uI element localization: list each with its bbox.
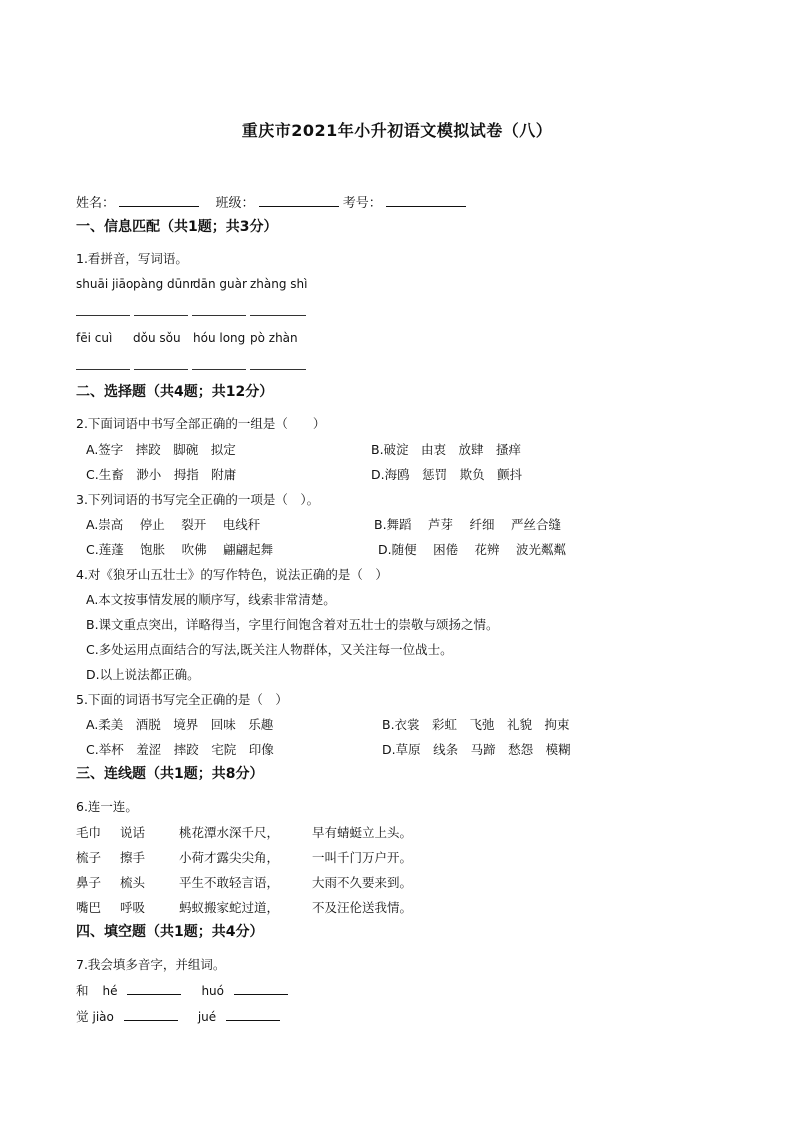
class-field[interactable]	[259, 192, 339, 207]
q6-stem: 6.连一连。	[76, 799, 138, 814]
q4-option-b[interactable]: B.课文重点突出，详略得当，字里行间饱含着对五壮士的崇敬与颂扬之情。	[86, 617, 499, 632]
q5-option-a[interactable]: A.柔美 酒脱 境界 回味 乐趣	[86, 717, 274, 732]
q7-pinyin-huo: huó	[201, 984, 224, 998]
q2-option-a[interactable]: A.签字 摔跤 脚碗 拟定	[86, 442, 236, 457]
q6-col1-item[interactable]: 毛巾	[76, 825, 102, 840]
q5-stem: 5.下面的词语书写完全正确的是（ ）	[76, 692, 288, 707]
q1-answer-line[interactable]	[76, 315, 130, 316]
q1-pinyin-8: pò zhàn	[250, 331, 298, 345]
exam-no-field[interactable]	[386, 192, 466, 207]
q1-pinyin-6: dǒu sǒu	[133, 331, 181, 345]
q2-option-d[interactable]: D.海鸥 惩罚 欺负 颤抖	[371, 467, 523, 482]
q3-stem: 3.下列词语的书写完全正确的一项是（ ）。	[76, 492, 320, 507]
q4-option-d[interactable]: D.以上说法都正确。	[86, 667, 200, 682]
q1-pinyin-2: pàng dūnr	[133, 277, 195, 291]
q5-option-b[interactable]: B.衣裳 彩虹 飞弛 礼貌 拘束	[382, 717, 570, 732]
q2-option-b[interactable]: B.破淀 由衷 放肆 搔痒	[371, 442, 522, 457]
q7-pinyin-jiao: jiào	[92, 1010, 114, 1024]
q6-col3-item[interactable]: 蚂蚁搬家蛇过道，	[179, 900, 280, 915]
q2-option-c[interactable]: C.生畜 渺小 拇指 附庸	[86, 467, 237, 482]
q4-stem: 4.对《狼牙山五壮士》的写作特色，说法正确的是（ ）	[76, 567, 388, 582]
q1-pinyin-3: dān guàr	[193, 277, 247, 291]
q7-pinyin-he: hé	[102, 984, 118, 998]
section-3-title: 三、连线题（共1题；共8分）	[76, 766, 264, 782]
q6-col3-item[interactable]: 桃花潭水深千尺，	[179, 825, 280, 840]
page-title: 重庆市2021年小升初语文模拟试卷（八）	[241, 121, 553, 140]
q1-stem: 1.看拼音，写词语。	[76, 251, 188, 266]
q6-col3-item[interactable]: 小荷才露尖尖角，	[179, 850, 280, 865]
q1-answer-line[interactable]	[134, 369, 188, 370]
q1-answer-line[interactable]	[250, 369, 306, 370]
q6-col1-item[interactable]: 梳子	[76, 850, 102, 865]
student-info-row	[76, 192, 466, 211]
q3-option-a[interactable]: A.崇高 停止 裂开 电线秆	[86, 517, 261, 532]
q7-char-jue: 觉	[76, 1009, 89, 1024]
q6-col2-item[interactable]: 说话	[120, 825, 146, 840]
name-field[interactable]	[119, 192, 199, 207]
section-4-title: 四、填空题（共1题；共4分）	[76, 924, 264, 940]
q6-col2-item[interactable]: 擦手	[120, 850, 146, 865]
q6-col4-item[interactable]: 不及汪伦送我情。	[312, 900, 413, 915]
section-1-title: 一、信息匹配（共1题；共3分）	[76, 219, 278, 235]
q1-pinyin-7: hóu long	[193, 331, 246, 345]
q7-char-he: 和	[76, 983, 89, 998]
class-label: 班级：	[215, 196, 255, 211]
exam-no-label: 考号：	[342, 196, 382, 211]
q7-line-1	[76, 981, 288, 999]
q1-answer-line[interactable]	[192, 369, 246, 370]
q6-col4-item[interactable]: 早有蜻蜓立上头。	[312, 825, 413, 840]
q7-blank[interactable]	[226, 1008, 280, 1021]
q1-answer-line[interactable]	[76, 369, 130, 370]
q5-option-c[interactable]: C.举杯 羞涩 摔跤 宅院 印像	[86, 742, 274, 757]
q6-col1-item[interactable]: 嘴巴	[76, 900, 102, 915]
q6-col2-item[interactable]: 梳头	[120, 875, 146, 890]
q1-pinyin-4: zhàng shì	[250, 277, 308, 291]
q1-pinyin-5: fēi cuì	[76, 331, 113, 345]
q7-blank[interactable]	[127, 982, 181, 995]
q5-option-d[interactable]: D.草原 线条 马蹄 愁怨 模糊	[382, 742, 571, 757]
q1-pinyin-1: shuāi jiāo	[76, 277, 134, 291]
name-label: 姓名：	[76, 196, 116, 211]
q4-option-a[interactable]: A.本文按事情发展的顺序写，线索非常清楚。	[86, 592, 336, 607]
q1-answer-line[interactable]	[134, 315, 188, 316]
q3-option-d[interactable]: D.随便 困倦 花辨 波光粼粼	[378, 542, 567, 557]
q3-option-b[interactable]: B.舞蹈 芦芽 纤细 严丝合缝	[374, 517, 561, 532]
section-2-title: 二、选择题（共4题；共12分）	[76, 384, 274, 400]
q7-blank[interactable]	[124, 1008, 178, 1021]
q6-col3-item[interactable]: 平生不敢轻言语，	[179, 875, 280, 890]
q1-answer-line[interactable]	[250, 315, 306, 316]
q7-line-2	[76, 1007, 280, 1025]
q2-stem: 2.下面词语中书写全部正确的一组是（ ）	[76, 416, 326, 431]
q6-col2-item[interactable]: 呼吸	[120, 900, 146, 915]
q6-col4-item[interactable]: 一叫千门万户开。	[312, 850, 413, 865]
q3-option-c[interactable]: C.莲蓬 饱胀 吹佛 翩翩起舞	[86, 542, 274, 557]
q4-option-c[interactable]: C.多处运用点面结合的写法,既关注人物群体，又关注每一位战士。	[86, 642, 453, 657]
q1-answer-line[interactable]	[192, 315, 246, 316]
q7-stem: 7.我会填多音字，并组词。	[76, 957, 226, 972]
q6-col4-item[interactable]: 大雨不久要来到。	[312, 875, 413, 890]
q7-blank[interactable]	[234, 982, 288, 995]
q7-pinyin-jue: jué	[197, 1010, 217, 1024]
q6-col1-item[interactable]: 鼻子	[76, 875, 102, 890]
